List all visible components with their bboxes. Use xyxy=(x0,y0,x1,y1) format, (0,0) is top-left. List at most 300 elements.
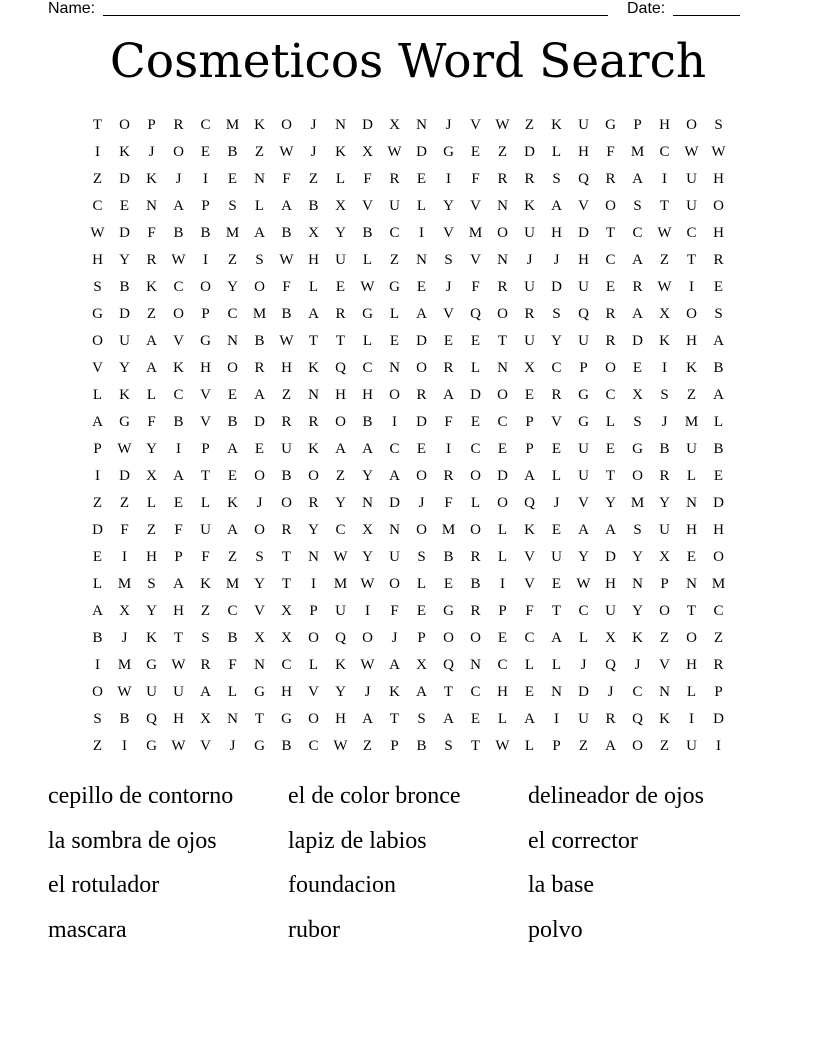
grid-letter: A xyxy=(389,468,400,484)
grid-letter: J xyxy=(445,117,452,133)
grid-letter: R xyxy=(308,414,319,430)
grid-letter: L xyxy=(362,252,373,268)
grid-letter: O xyxy=(632,468,643,484)
grid-letter: Q xyxy=(632,711,643,727)
grid-letter: U xyxy=(578,711,589,727)
grid-letter: Z xyxy=(686,387,697,403)
grid-letter: Z xyxy=(146,306,157,322)
word-list-item: foundacion xyxy=(288,872,396,898)
grid-letter: I xyxy=(662,360,667,376)
grid-letter: C xyxy=(173,279,184,295)
grid-letter: B xyxy=(173,225,184,241)
grid-letter: Z xyxy=(578,738,589,754)
grid-letter: L xyxy=(389,306,400,322)
grid-letter: A xyxy=(551,630,562,646)
word-list-item: cepillo de contorno xyxy=(48,783,234,809)
grid-letter: C xyxy=(362,360,373,376)
grid-letter: P xyxy=(201,441,210,457)
grid-letter: E xyxy=(470,144,481,160)
grid-letter: E xyxy=(470,711,481,727)
grid-letter: R xyxy=(470,549,481,565)
grid-letter: Y xyxy=(362,549,373,565)
grid-letter: J xyxy=(310,117,317,133)
grid-letter: O xyxy=(119,117,130,133)
grid-letter: Y xyxy=(632,603,643,619)
grid-letter: V xyxy=(659,657,670,673)
grid-letter: Y xyxy=(254,576,265,592)
grid-letter: S xyxy=(552,306,561,322)
grid-letter: A xyxy=(254,387,265,403)
grid-letter: W xyxy=(279,333,294,349)
grid-letter: M xyxy=(117,657,132,673)
grid-letter: A xyxy=(254,225,265,241)
grid-letter: R xyxy=(605,333,616,349)
grid-letter: N xyxy=(416,117,427,133)
grid-letter: I xyxy=(689,279,694,295)
grid-letter: Z xyxy=(713,630,724,646)
grid-letter: O xyxy=(416,468,427,484)
grid-letter: K xyxy=(254,117,265,133)
grid-letter: V xyxy=(470,198,481,214)
grid-letter: O xyxy=(470,630,481,646)
grid-letter: E xyxy=(227,171,238,187)
grid-letter: Z xyxy=(200,603,211,619)
grid-letter: V xyxy=(173,333,184,349)
grid-letter: V xyxy=(470,117,481,133)
grid-letter: K xyxy=(524,522,535,538)
grid-letter: Z xyxy=(389,252,400,268)
grid-letter: Y xyxy=(443,198,454,214)
grid-letter: L xyxy=(335,171,346,187)
grid-letter: E xyxy=(524,387,535,403)
grid-letter: A xyxy=(416,306,427,322)
grid-letter: R xyxy=(335,306,346,322)
grid-letter: P xyxy=(147,117,156,133)
grid-letter: N xyxy=(416,252,427,268)
grid-letter: A xyxy=(308,306,319,322)
grid-letter: I xyxy=(446,171,451,187)
grid-letter: C xyxy=(605,387,616,403)
grid-letter: G xyxy=(389,279,400,295)
grid-letter: K xyxy=(659,333,670,349)
grid-letter: O xyxy=(308,711,319,727)
grid-letter: U xyxy=(686,171,697,187)
grid-letter: E xyxy=(416,441,427,457)
grid-letter: H xyxy=(686,333,697,349)
grid-letter: Q xyxy=(335,630,346,646)
grid-letter: W xyxy=(495,738,510,754)
grid-letter: Q xyxy=(524,495,535,511)
grid-letter: G xyxy=(443,603,454,619)
letter-grid xyxy=(84,112,732,760)
grid-letter: W xyxy=(333,738,348,754)
grid-letter: A xyxy=(632,252,643,268)
grid-letter: U xyxy=(119,333,130,349)
grid-letter: O xyxy=(686,630,697,646)
grid-letter: Y xyxy=(146,603,157,619)
grid-letter: W xyxy=(657,225,672,241)
grid-letter: U xyxy=(389,549,400,565)
grid-letter: A xyxy=(389,657,400,673)
grid-letter: X xyxy=(281,630,292,646)
grid-letter: U xyxy=(578,117,589,133)
grid-letter: R xyxy=(281,522,292,538)
grid-letter: A xyxy=(524,468,535,484)
grid-letter: E xyxy=(551,522,562,538)
grid-letter: Y xyxy=(335,684,346,700)
grid-letter: D xyxy=(713,495,724,511)
grid-letter: K xyxy=(524,198,535,214)
grid-letter: H xyxy=(335,387,346,403)
grid-letter: L xyxy=(470,495,481,511)
grid-letter: M xyxy=(225,117,240,133)
grid-letter: O xyxy=(632,738,643,754)
grid-letter: I xyxy=(203,171,208,187)
grid-letter: F xyxy=(228,657,237,673)
grid-letter: K xyxy=(146,279,157,295)
grid-letter: W xyxy=(117,684,132,700)
grid-letter: U xyxy=(551,549,562,565)
grid-letter: W xyxy=(360,657,375,673)
grid-letter: Q xyxy=(605,657,616,673)
grid-letter: W xyxy=(387,144,402,160)
grid-letter: C xyxy=(632,225,643,241)
grid-letter: Y xyxy=(335,225,346,241)
grid-letter: W xyxy=(657,279,672,295)
word-list-item: delineador de ojos xyxy=(528,783,704,809)
grid-letter: U xyxy=(686,198,697,214)
grid-letter: E xyxy=(227,468,238,484)
grid-letter: O xyxy=(659,603,670,619)
grid-letter: E xyxy=(551,576,562,592)
grid-letter: N xyxy=(389,522,400,538)
grid-letter: R xyxy=(470,603,481,619)
grid-letter: A xyxy=(335,441,346,457)
grid-letter: K xyxy=(308,360,319,376)
grid-letter: E xyxy=(605,441,616,457)
grid-letter: O xyxy=(416,522,427,538)
grid-letter: U xyxy=(200,522,211,538)
grid-letter: B xyxy=(362,414,373,430)
grid-letter: M xyxy=(441,522,456,538)
grid-letter: M xyxy=(225,225,240,241)
grid-letter: G xyxy=(146,657,157,673)
grid-letter: C xyxy=(389,225,400,241)
grid-letter: D xyxy=(362,117,373,133)
grid-letter: E xyxy=(416,171,427,187)
grid-letter: X xyxy=(146,468,157,484)
grid-letter: F xyxy=(525,603,534,619)
grid-letter: B xyxy=(200,225,211,241)
grid-letter: R xyxy=(659,468,670,484)
grid-letter: I xyxy=(365,603,370,619)
grid-letter: R xyxy=(254,360,265,376)
grid-letter: E xyxy=(632,360,643,376)
grid-letter: T xyxy=(686,603,697,619)
grid-letter: V xyxy=(254,603,265,619)
grid-letter: F xyxy=(606,144,615,160)
grid-letter: A xyxy=(443,711,454,727)
grid-letter: O xyxy=(443,630,454,646)
grid-letter: D xyxy=(713,711,724,727)
grid-letter: O xyxy=(416,360,427,376)
grid-letter: N xyxy=(551,684,562,700)
grid-letter: O xyxy=(362,630,373,646)
grid-letter: N xyxy=(659,684,670,700)
grid-letter: A xyxy=(713,333,724,349)
grid-letter: A xyxy=(200,684,211,700)
grid-letter: A xyxy=(92,414,103,430)
grid-letter: B xyxy=(362,225,373,241)
grid-letter: P xyxy=(417,630,426,646)
grid-letter: J xyxy=(580,657,587,673)
grid-letter: P xyxy=(201,198,210,214)
grid-letter: D xyxy=(605,549,616,565)
grid-letter: M xyxy=(117,576,132,592)
grid-letter: B xyxy=(254,333,265,349)
grid-letter: L xyxy=(524,738,535,754)
grid-letter: T xyxy=(605,225,616,241)
grid-letter: B xyxy=(659,441,670,457)
name-field[interactable] xyxy=(103,15,608,16)
grid-letter: U xyxy=(524,279,535,295)
grid-letter: B xyxy=(227,630,238,646)
grid-letter: M xyxy=(333,576,348,592)
grid-letter: K xyxy=(227,495,238,511)
grid-letter: R xyxy=(524,306,535,322)
grid-letter: F xyxy=(174,522,183,538)
grid-letter: I xyxy=(122,738,127,754)
grid-letter: C xyxy=(524,630,535,646)
grid-letter: R xyxy=(713,252,724,268)
grid-letter: I xyxy=(554,711,559,727)
grid-letter: O xyxy=(497,495,508,511)
grid-letter: H xyxy=(335,711,346,727)
grid-letter: K xyxy=(200,576,211,592)
grid-letter: O xyxy=(470,522,481,538)
grid-letter: U xyxy=(578,441,589,457)
grid-letter: D xyxy=(119,171,130,187)
grid-letter: C xyxy=(389,441,400,457)
grid-letter: L xyxy=(524,657,535,673)
grid-letter: W xyxy=(171,252,186,268)
grid-letter: T xyxy=(659,198,670,214)
grid-letter: K xyxy=(146,630,157,646)
grid-letter: Y xyxy=(659,495,670,511)
grid-letter: L xyxy=(416,198,427,214)
grid-letter: U xyxy=(686,441,697,457)
grid-letter: O xyxy=(254,279,265,295)
grid-letter: Z xyxy=(254,144,265,160)
grid-letter: S xyxy=(552,171,561,187)
grid-letter: C xyxy=(659,144,670,160)
grid-letter: C xyxy=(470,684,481,700)
grid-letter: E xyxy=(605,279,616,295)
grid-letter: D xyxy=(551,279,562,295)
grid-letter: L xyxy=(254,198,265,214)
grid-letter: Y xyxy=(605,495,616,511)
grid-letter: O xyxy=(308,468,319,484)
grid-letter: U xyxy=(524,333,535,349)
grid-letter: I xyxy=(446,441,451,457)
grid-letter: K xyxy=(335,657,346,673)
grid-letter: E xyxy=(470,414,481,430)
grid-letter: Z xyxy=(92,171,103,187)
grid-letter: W xyxy=(279,144,294,160)
grid-letter: C xyxy=(605,252,616,268)
grid-letter: L xyxy=(470,360,481,376)
grid-letter: O xyxy=(173,144,184,160)
grid-letter: K xyxy=(551,117,562,133)
grid-letter: H xyxy=(605,576,616,592)
grid-letter: D xyxy=(119,306,130,322)
grid-letter: W xyxy=(360,576,375,592)
grid-letter: B xyxy=(713,441,724,457)
grid-letter: F xyxy=(282,171,291,187)
grid-letter: F xyxy=(147,225,156,241)
grid-letter: R xyxy=(497,279,508,295)
grid-letter: Z xyxy=(362,738,373,754)
grid-letter: Y xyxy=(578,549,589,565)
grid-letter: B xyxy=(119,279,130,295)
worksheet-header xyxy=(0,0,816,20)
grid-letter: V xyxy=(92,360,103,376)
grid-letter: Y xyxy=(308,522,319,538)
grid-letter: T xyxy=(497,333,508,349)
grid-letter: S xyxy=(444,738,453,754)
date-field[interactable] xyxy=(673,15,740,16)
grid-letter: Y xyxy=(335,495,346,511)
grid-letter: W xyxy=(171,738,186,754)
grid-letter: E xyxy=(119,198,130,214)
grid-letter: D xyxy=(416,333,427,349)
grid-letter: W xyxy=(117,441,132,457)
grid-letter: T xyxy=(92,117,103,133)
grid-letter: Z xyxy=(281,387,292,403)
word-list-item: mascara xyxy=(48,916,127,943)
grid-letter: W xyxy=(333,549,348,565)
grid-letter: G xyxy=(92,306,103,322)
grid-letter: N xyxy=(227,711,238,727)
grid-letter: H xyxy=(173,603,184,619)
grid-letter: S xyxy=(417,549,426,565)
grid-letter: K xyxy=(173,360,184,376)
grid-letter: I xyxy=(122,549,127,565)
grid-letter: H xyxy=(173,711,184,727)
grid-letter: D xyxy=(470,387,481,403)
grid-letter: B xyxy=(227,414,238,430)
grid-letter: T xyxy=(254,711,265,727)
grid-letter: N xyxy=(227,333,238,349)
grid-letter: G xyxy=(146,738,157,754)
grid-letter: H xyxy=(281,360,292,376)
grid-letter: D xyxy=(389,495,400,511)
grid-letter: R xyxy=(389,171,400,187)
grid-letter: R xyxy=(632,279,643,295)
grid-letter: C xyxy=(281,657,292,673)
grid-letter: Y xyxy=(146,441,157,457)
grid-letter: B xyxy=(308,198,319,214)
grid-letter: R xyxy=(605,171,616,187)
grid-letter: O xyxy=(92,333,103,349)
word-list-item: la base xyxy=(528,872,594,898)
grid-letter: X xyxy=(389,117,400,133)
grid-letter: O xyxy=(254,468,265,484)
grid-letter: E xyxy=(443,576,454,592)
grid-letter: P xyxy=(579,360,588,376)
grid-letter: X xyxy=(632,387,643,403)
grid-letter: L xyxy=(497,711,508,727)
grid-letter: D xyxy=(92,522,103,538)
grid-letter: C xyxy=(308,738,319,754)
grid-letter: I xyxy=(392,414,397,430)
grid-letter: C xyxy=(173,387,184,403)
grid-letter: J xyxy=(175,171,182,187)
grid-letter: R xyxy=(551,387,562,403)
grid-letter: N xyxy=(362,495,373,511)
name-label: Name: xyxy=(48,0,96,17)
grid-letter: B xyxy=(713,360,724,376)
grid-letter: J xyxy=(661,414,668,430)
grid-letter: A xyxy=(551,198,562,214)
grid-letter: B xyxy=(281,468,292,484)
grid-letter: I xyxy=(176,441,181,457)
grid-letter: N xyxy=(254,657,265,673)
grid-letter: X xyxy=(659,306,670,322)
grid-letter: O xyxy=(605,198,616,214)
grid-letter: T xyxy=(443,684,454,700)
grid-letter: U xyxy=(659,522,670,538)
grid-letter: Z xyxy=(659,738,670,754)
grid-letter: O xyxy=(389,387,400,403)
grid-letter: M xyxy=(252,306,267,322)
grid-letter: Q xyxy=(335,360,346,376)
grid-letter: J xyxy=(256,495,263,511)
grid-letter: P xyxy=(633,117,642,133)
date-label: Date: xyxy=(627,0,666,17)
grid-letter: J xyxy=(148,144,155,160)
grid-letter: O xyxy=(308,630,319,646)
grid-letter: O xyxy=(713,198,724,214)
word-list-item: lapiz de labios xyxy=(288,827,427,854)
grid-letter: E xyxy=(92,549,103,565)
grid-letter: Z xyxy=(335,468,346,484)
grid-letter: L xyxy=(308,657,319,673)
grid-letter: D xyxy=(254,414,265,430)
grid-letter: H xyxy=(146,549,157,565)
grid-letter: A xyxy=(605,738,616,754)
grid-letter: B xyxy=(119,711,130,727)
grid-letter: T xyxy=(308,333,319,349)
grid-letter: V xyxy=(578,198,589,214)
grid-letter: N xyxy=(254,171,265,187)
grid-letter: E xyxy=(254,441,265,457)
grid-letter: L xyxy=(416,576,427,592)
grid-letter: Z xyxy=(524,117,535,133)
word-list-item: el corrector xyxy=(528,827,638,854)
grid-letter: L xyxy=(605,414,616,430)
grid-letter: K xyxy=(146,171,157,187)
grid-letter: S xyxy=(660,387,669,403)
grid-letter: Y xyxy=(119,360,130,376)
grid-letter: G xyxy=(281,711,292,727)
grid-letter: E xyxy=(713,279,724,295)
grid-letter: R xyxy=(173,117,184,133)
grid-letter: Q xyxy=(470,306,481,322)
grid-letter: J xyxy=(607,684,614,700)
grid-letter: B xyxy=(92,630,103,646)
grid-letter: R xyxy=(605,711,616,727)
